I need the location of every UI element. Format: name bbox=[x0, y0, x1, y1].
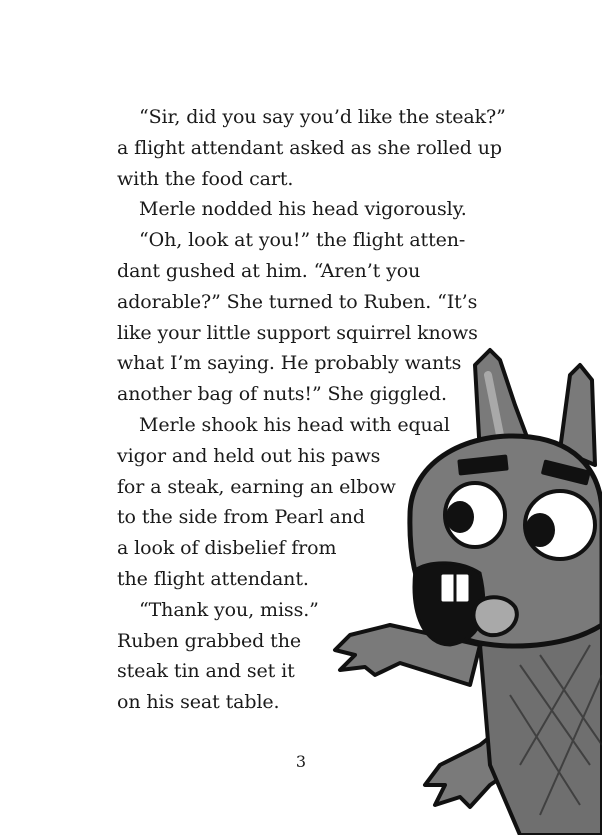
squirrel-tongue bbox=[473, 597, 516, 635]
page-number: 3 bbox=[295, 752, 307, 771]
story-line: on his seat table. bbox=[117, 691, 280, 714]
story-line: dant gushed at him. “Aren’t you bbox=[117, 259, 421, 282]
story-line: with the food cart. bbox=[117, 167, 294, 190]
story-line: Ruben grabbed the bbox=[117, 629, 301, 652]
story-line: Merle shook his head with equal bbox=[139, 413, 450, 436]
story-line: “Oh, look at you!” the flight atten- bbox=[139, 229, 466, 252]
story-line: steak tin and set it bbox=[117, 660, 295, 683]
story-line: what I’m saying. He probably wants bbox=[117, 352, 462, 375]
story-line: adorable?” She turned to Ruben. “It’s bbox=[117, 290, 478, 313]
story-line: the flight attendant. bbox=[117, 567, 309, 590]
story-line: to the side from Pearl and bbox=[117, 506, 365, 529]
story-line: for a steak, earning an elbow bbox=[117, 475, 396, 498]
story-line: “Sir, did you say you’d like the steak?” bbox=[139, 106, 506, 128]
story-line: a look of disbelief from bbox=[117, 537, 337, 560]
story-line: like your little support squirrel knows bbox=[117, 321, 478, 344]
story-line: another bag of nuts!” She giggled. bbox=[117, 383, 447, 406]
story-line: a flight attendant asked as she rolled up bbox=[117, 136, 502, 159]
story-line: vigor and held out his paws bbox=[117, 444, 381, 467]
story-line: “Thank you, miss.” bbox=[139, 598, 319, 621]
story-line: Merle nodded his head vigorously. bbox=[139, 198, 467, 221]
